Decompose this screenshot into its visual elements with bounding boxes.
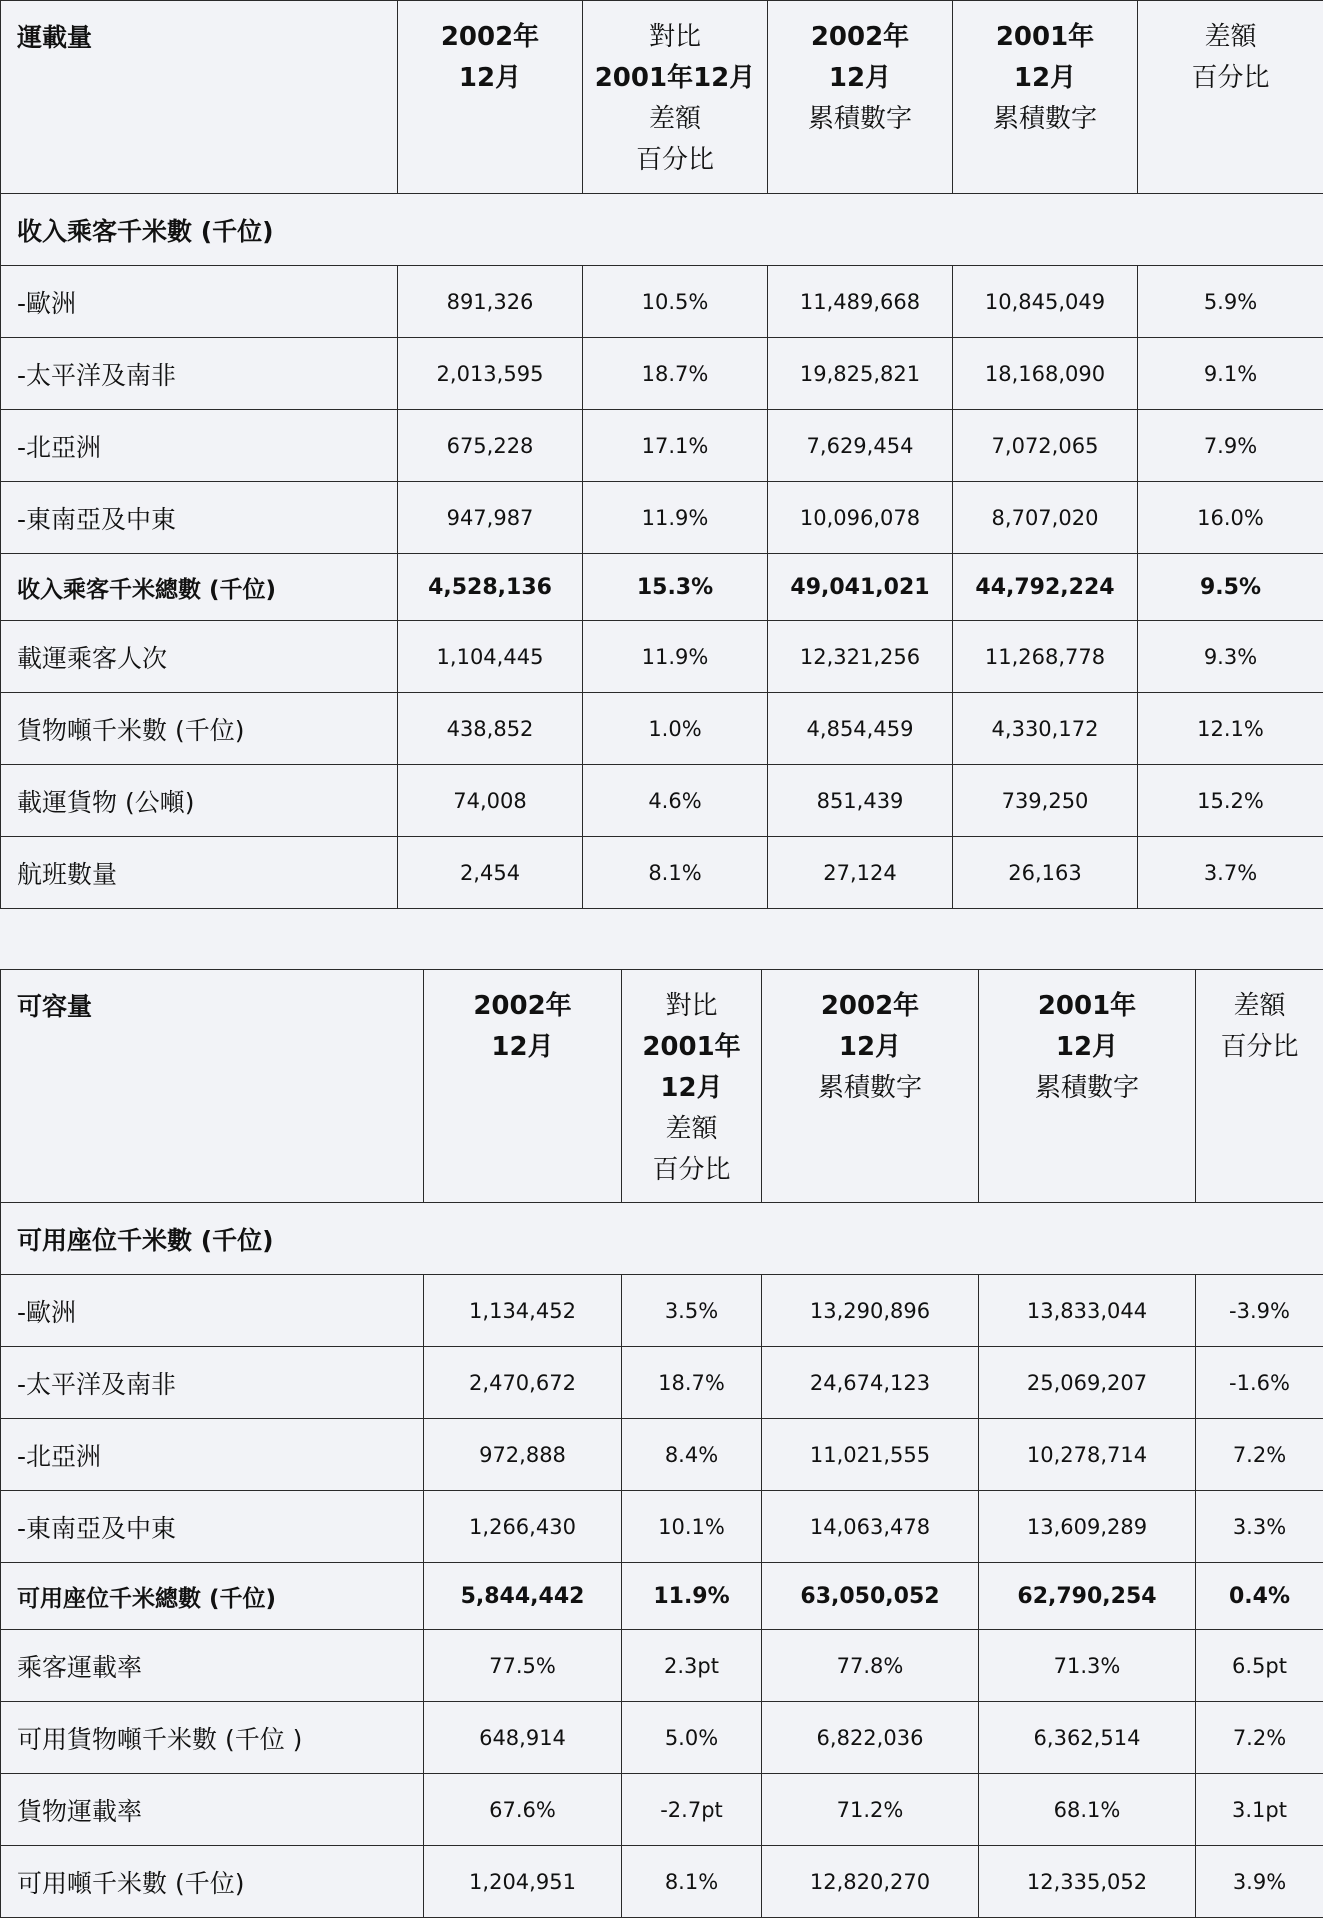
value-cell: -1.6%	[1196, 1347, 1323, 1419]
value-cell: 62,790,254	[979, 1563, 1196, 1630]
header-line: 累積數字	[953, 99, 1137, 140]
table-row	[1, 621, 1323, 693]
header-line: 差額	[583, 99, 767, 140]
header-line: 2001年	[953, 17, 1137, 58]
table-row	[1, 765, 1323, 837]
header-line: 12月	[398, 58, 582, 99]
value-cell: 27,124	[768, 837, 953, 909]
row-label: -歐洲	[1, 266, 398, 338]
value-cell: 10,845,049	[953, 266, 1138, 338]
header-line: 百分比	[583, 140, 767, 181]
row-label: 可用貨物噸千米數 (千位 )	[1, 1702, 424, 1774]
header-line: 12月	[979, 1027, 1195, 1068]
capacity-header-row	[1, 970, 1323, 1203]
header-line: 對比	[583, 17, 767, 58]
capacity-header-cell	[1196, 970, 1323, 1203]
value-cell: 5,844,442	[424, 1563, 622, 1630]
table-row	[1, 1347, 1323, 1419]
capacity-table	[0, 969, 1323, 1918]
row-label: -東南亞及中東	[1, 1491, 424, 1563]
header-line: 12月	[424, 1027, 621, 1068]
value-cell: 2,454	[398, 837, 583, 909]
value-cell: 6,822,036	[762, 1702, 979, 1774]
value-cell: 3.7%	[1138, 837, 1323, 909]
value-cell: 15.3%	[583, 554, 768, 621]
header-line: 運載量	[17, 17, 397, 58]
value-cell: 891,326	[398, 266, 583, 338]
value-cell: 1,134,452	[424, 1275, 622, 1347]
row-label: -北亞洲	[1, 1419, 424, 1491]
value-cell: 438,852	[398, 693, 583, 765]
table-row	[1, 1563, 1323, 1630]
value-cell: 17.1%	[583, 410, 768, 482]
row-label: -太平洋及南非	[1, 338, 398, 410]
header-line: 累積數字	[979, 1068, 1195, 1109]
table-row	[1, 1275, 1323, 1347]
header-line: 累積數字	[762, 1068, 978, 1109]
header-line: 百分比	[1196, 1027, 1323, 1068]
row-label: -太平洋及南非	[1, 1347, 424, 1419]
value-cell: 1,204,951	[424, 1846, 622, 1918]
value-cell: 13,290,896	[762, 1275, 979, 1347]
value-cell: 1,104,445	[398, 621, 583, 693]
row-label: -北亞洲	[1, 410, 398, 482]
value-cell: 71.2%	[762, 1774, 979, 1846]
value-cell: 77.5%	[424, 1630, 622, 1702]
header-line: 差額	[622, 1109, 761, 1150]
value-cell: 0.4%	[1196, 1563, 1323, 1630]
value-cell: 3.1pt	[1196, 1774, 1323, 1846]
value-cell: 15.2%	[1138, 765, 1323, 837]
table-row	[1, 554, 1323, 621]
header-line: 2001年	[979, 986, 1195, 1027]
value-cell: 7,072,065	[953, 410, 1138, 482]
table-row	[1, 1630, 1323, 1702]
table-row	[1, 837, 1323, 909]
traffic-header-cell	[953, 1, 1138, 194]
value-cell: 9.3%	[1138, 621, 1323, 693]
row-label: 載運貨物 (公噸)	[1, 765, 398, 837]
value-cell: 5.0%	[622, 1702, 762, 1774]
traffic-header-cell	[1138, 1, 1323, 194]
capacity-body	[1, 1275, 1323, 1918]
value-cell: 972,888	[424, 1419, 622, 1491]
row-label: 乘客運載率	[1, 1630, 424, 1702]
table-row	[1, 482, 1323, 554]
header-line: 累積數字	[768, 99, 952, 140]
value-cell: 18,168,090	[953, 338, 1138, 410]
table-row	[1, 266, 1323, 338]
header-line: 百分比	[622, 1150, 761, 1191]
value-cell: 8.1%	[583, 837, 768, 909]
header-line: 12月	[622, 1068, 761, 1109]
value-cell: 675,228	[398, 410, 583, 482]
value-cell: 11,021,555	[762, 1419, 979, 1491]
value-cell: 77.8%	[762, 1630, 979, 1702]
header-line: 2002年	[398, 17, 582, 58]
row-label: 可用噸千米數 (千位)	[1, 1846, 424, 1918]
value-cell: 8,707,020	[953, 482, 1138, 554]
value-cell: 9.1%	[1138, 338, 1323, 410]
value-cell: 4.6%	[583, 765, 768, 837]
traffic-table	[0, 0, 1323, 909]
value-cell: 11,268,778	[953, 621, 1138, 693]
header-line: 差額	[1196, 986, 1323, 1027]
value-cell: -3.9%	[1196, 1275, 1323, 1347]
value-cell: 2.3pt	[622, 1630, 762, 1702]
row-label: -東南亞及中東	[1, 482, 398, 554]
row-label: 航班數量	[1, 837, 398, 909]
capacity-header-cell	[1, 970, 424, 1203]
value-cell: 7,629,454	[768, 410, 953, 482]
value-cell: 14,063,478	[762, 1491, 979, 1563]
value-cell: 44,792,224	[953, 554, 1138, 621]
value-cell: -2.7pt	[622, 1774, 762, 1846]
value-cell: 10,096,078	[768, 482, 953, 554]
value-cell: 3.9%	[1196, 1846, 1323, 1918]
value-cell: 18.7%	[583, 338, 768, 410]
header-line: 12月	[762, 1027, 978, 1068]
traffic-header-cell	[583, 1, 768, 194]
value-cell: 13,833,044	[979, 1275, 1196, 1347]
value-cell: 71.3%	[979, 1630, 1196, 1702]
value-cell: 63,050,052	[762, 1563, 979, 1630]
row-label: 貨物噸千米數 (千位)	[1, 693, 398, 765]
value-cell: 6,362,514	[979, 1702, 1196, 1774]
header-line: 百分比	[1138, 58, 1323, 99]
row-label: 可用座位千米總數 (千位)	[1, 1563, 424, 1630]
traffic-body	[1, 266, 1323, 909]
value-cell: 4,330,172	[953, 693, 1138, 765]
value-cell: 10.1%	[622, 1491, 762, 1563]
header-line: 12月	[953, 58, 1137, 99]
value-cell: 12,820,270	[762, 1846, 979, 1918]
value-cell: 947,987	[398, 482, 583, 554]
header-line: 12月	[768, 58, 952, 99]
capacity-header-cell	[762, 970, 979, 1203]
value-cell: 68.1%	[979, 1774, 1196, 1846]
value-cell: 8.1%	[622, 1846, 762, 1918]
value-cell: 5.9%	[1138, 266, 1323, 338]
capacity-header-cell	[424, 970, 622, 1203]
value-cell: 10.5%	[583, 266, 768, 338]
value-cell: 11,489,668	[768, 266, 953, 338]
table-row	[1, 1702, 1323, 1774]
value-cell: 3.5%	[622, 1275, 762, 1347]
capacity-section-label: 可用座位千米數 (千位)	[1, 1203, 1323, 1275]
value-cell: 11.9%	[622, 1563, 762, 1630]
capacity-section-row	[1, 1203, 1323, 1275]
row-label: -歐洲	[1, 1275, 424, 1347]
value-cell: 4,854,459	[768, 693, 953, 765]
header-line: 2001年12月	[583, 58, 767, 99]
value-cell: 2,470,672	[424, 1347, 622, 1419]
value-cell: 49,041,021	[768, 554, 953, 621]
header-line: 可容量	[17, 986, 423, 1027]
row-label: 貨物運載率	[1, 1774, 424, 1846]
value-cell: 739,250	[953, 765, 1138, 837]
header-line: 對比	[622, 986, 761, 1027]
traffic-header-row	[1, 1, 1323, 194]
value-cell: 1,266,430	[424, 1491, 622, 1563]
header-line: 2001年	[622, 1027, 761, 1068]
value-cell: 851,439	[768, 765, 953, 837]
capacity-header-cell	[622, 970, 762, 1203]
table-row	[1, 1491, 1323, 1563]
value-cell: 67.6%	[424, 1774, 622, 1846]
value-cell: 18.7%	[622, 1347, 762, 1419]
value-cell: 7.9%	[1138, 410, 1323, 482]
header-line: 2002年	[768, 17, 952, 58]
table-row	[1, 1846, 1323, 1918]
table-row	[1, 693, 1323, 765]
table-row	[1, 338, 1323, 410]
value-cell: 25,069,207	[979, 1347, 1196, 1419]
header-line: 2002年	[424, 986, 621, 1027]
value-cell: 12.1%	[1138, 693, 1323, 765]
value-cell: 7.2%	[1196, 1702, 1323, 1774]
value-cell: 16.0%	[1138, 482, 1323, 554]
header-line: 2002年	[762, 986, 978, 1027]
value-cell: 1.0%	[583, 693, 768, 765]
traffic-header-cell	[768, 1, 953, 194]
value-cell: 2,013,595	[398, 338, 583, 410]
value-cell: 24,674,123	[762, 1347, 979, 1419]
row-label: 載運乘客人次	[1, 621, 398, 693]
value-cell: 6.5pt	[1196, 1630, 1323, 1702]
value-cell: 7.2%	[1196, 1419, 1323, 1491]
capacity-header-cell	[979, 970, 1196, 1203]
value-cell: 12,321,256	[768, 621, 953, 693]
value-cell: 3.3%	[1196, 1491, 1323, 1563]
value-cell: 13,609,289	[979, 1491, 1196, 1563]
traffic-section-label: 收入乘客千米數 (千位)	[1, 194, 1323, 266]
table-row	[1, 1774, 1323, 1846]
value-cell: 26,163	[953, 837, 1138, 909]
row-label: 收入乘客千米總數 (千位)	[1, 554, 398, 621]
value-cell: 648,914	[424, 1702, 622, 1774]
table-row	[1, 410, 1323, 482]
value-cell: 74,008	[398, 765, 583, 837]
value-cell: 9.5%	[1138, 554, 1323, 621]
traffic-header-cell	[1, 1, 398, 194]
value-cell: 11.9%	[583, 621, 768, 693]
value-cell: 8.4%	[622, 1419, 762, 1491]
value-cell: 12,335,052	[979, 1846, 1196, 1918]
traffic-section-row	[1, 194, 1323, 266]
value-cell: 10,278,714	[979, 1419, 1196, 1491]
value-cell: 11.9%	[583, 482, 768, 554]
header-line: 差額	[1138, 17, 1323, 58]
value-cell: 19,825,821	[768, 338, 953, 410]
table-row	[1, 1419, 1323, 1491]
traffic-header-cell	[398, 1, 583, 194]
value-cell: 4,528,136	[398, 554, 583, 621]
